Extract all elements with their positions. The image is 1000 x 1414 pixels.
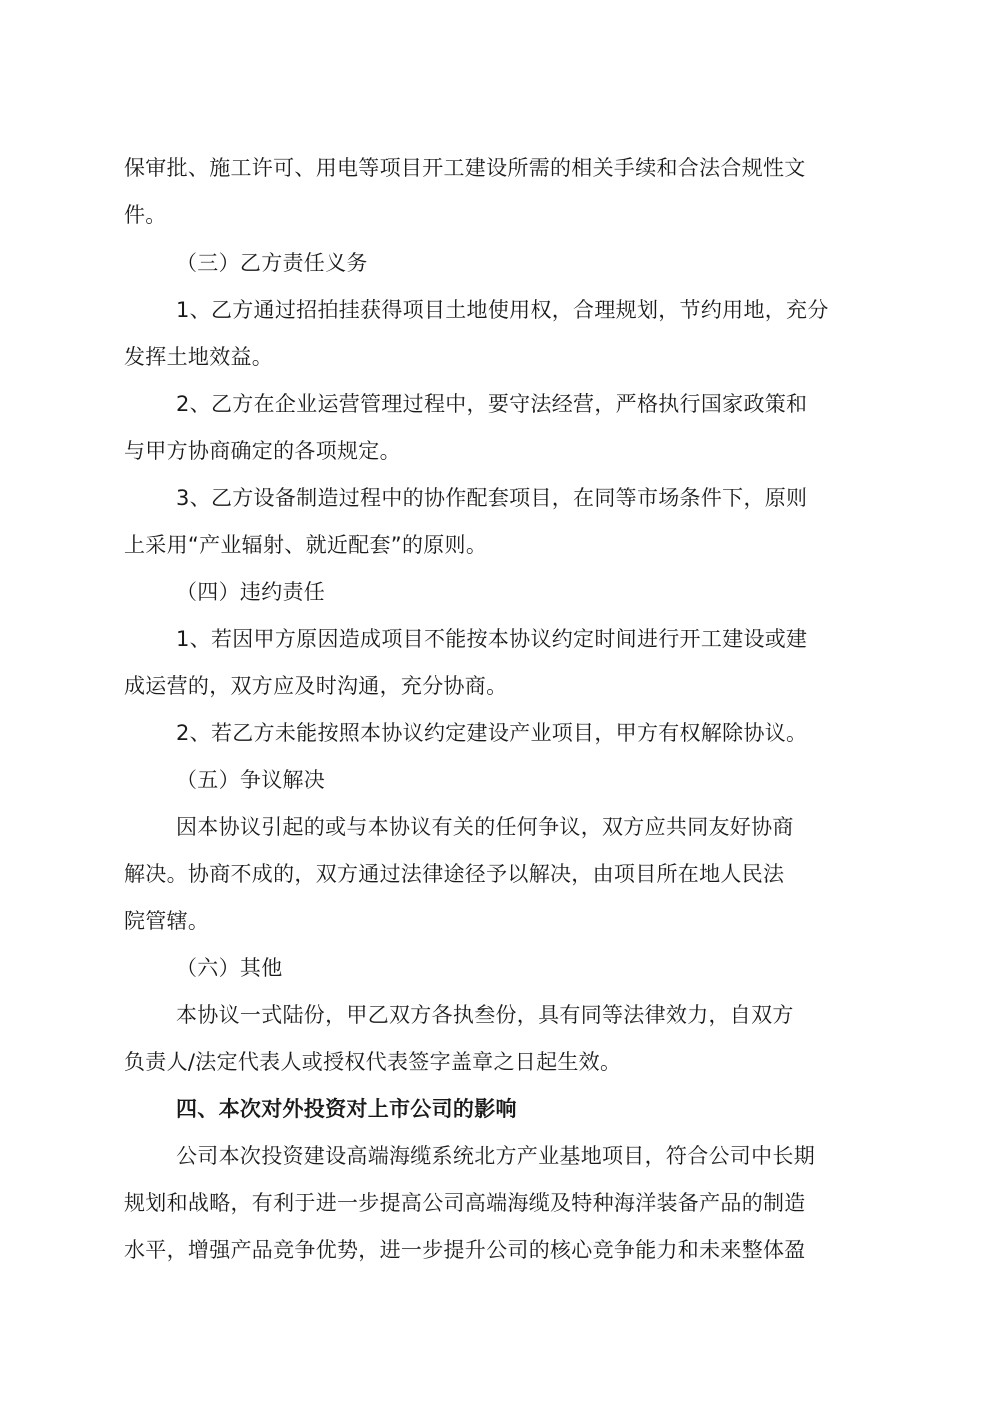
paragraph-line: 负责人/法定代表人或授权代表签字盖章之日起生效。 bbox=[124, 1050, 622, 1074]
paragraph-line: 2、乙方在企业运营管理过程中，要守法经营，严格执行国家政策和 bbox=[176, 392, 808, 416]
paragraph-line: 件。 bbox=[124, 203, 167, 227]
paragraph-line: 本协议一式陆份，甲乙双方各执叁份，具有同等法律效力，自双方 bbox=[176, 1003, 794, 1027]
section-heading: （四）违约责任 bbox=[176, 580, 326, 604]
section-heading: （三）乙方责任义务 bbox=[176, 251, 368, 275]
paragraph-line: 发挥土地效益。 bbox=[124, 345, 274, 369]
paragraph-line: 与甲方协商确定的各项规定。 bbox=[124, 439, 401, 463]
paragraph-line: 公司本次投资建设高端海缆系统北方产业基地项目，符合公司中长期 bbox=[176, 1144, 815, 1168]
paragraph-line: 1、乙方通过招拍挂获得项目土地使用权，合理规划，节约用地，充分 bbox=[176, 298, 829, 322]
paragraph-line: 上采用“产业辐射、就近配套”的原则。 bbox=[124, 533, 488, 557]
paragraph-line: 水平，增强产品竞争优势，进一步提升公司的核心竞争能力和未来整体盈 bbox=[124, 1238, 806, 1262]
paragraph-line: 院管辖。 bbox=[124, 909, 210, 933]
paragraph-line: 规划和战略，有利于进一步提高公司高端海缆及特种海洋装备产品的制造 bbox=[124, 1191, 806, 1215]
paragraph-line: 3、乙方设备制造过程中的协作配套项目，在同等市场条件下，原则 bbox=[176, 486, 808, 510]
paragraph-line: 成运营的，双方应及时沟通，充分协商。 bbox=[124, 674, 508, 698]
paragraph-line: 保审批、施工许可、用电等项目开工建设所需的相关手续和合法合规性文 bbox=[124, 156, 806, 180]
paragraph-line: 解决。协商不成的，双方通过法律途径予以解决，由项目所在地人民法 bbox=[124, 862, 785, 886]
paragraph-line: 2、若乙方未能按照本协议约定建设产业项目，甲方有权解除协议。 bbox=[176, 721, 808, 745]
section-heading: （五）争议解决 bbox=[176, 768, 326, 792]
paragraph-line: 因本协议引起的或与本协议有关的任何争议，双方应共同友好协商 bbox=[176, 815, 794, 839]
chapter-heading: 四、本次对外投资对上市公司的影响 bbox=[176, 1097, 517, 1121]
paragraph-line: 1、若因甲方原因造成项目不能按本协议约定时间进行开工建设或建 bbox=[176, 627, 808, 651]
section-heading: （六）其他 bbox=[176, 956, 283, 980]
